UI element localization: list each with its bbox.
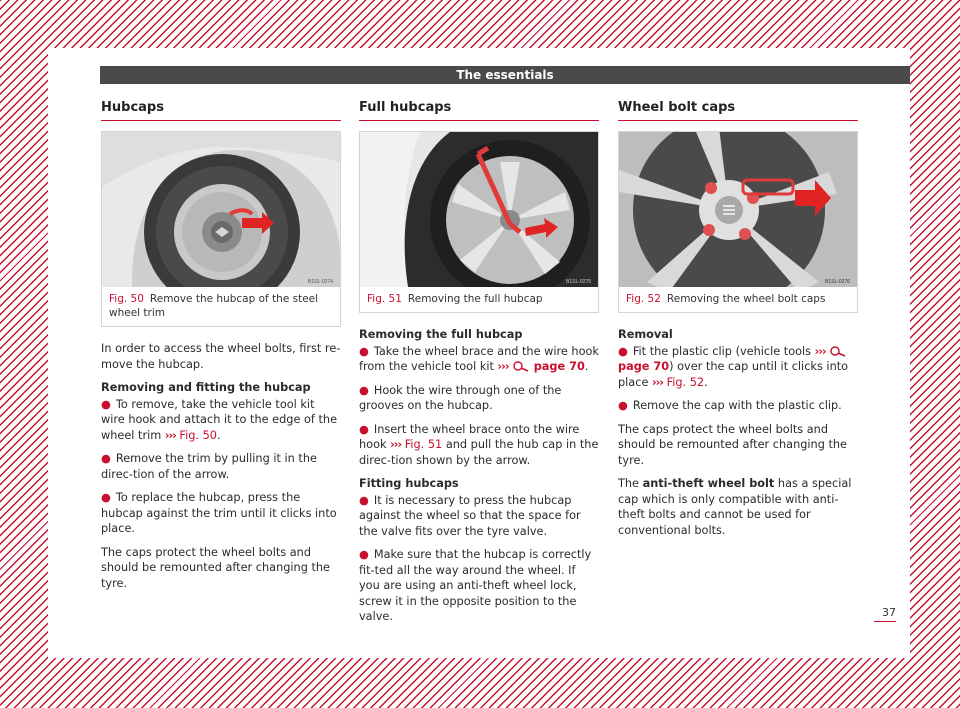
figure-code: B1SL-0275 <box>566 279 592 285</box>
figure-caption <box>360 287 598 312</box>
section-title: Hubcaps <box>101 98 341 121</box>
figure-number: Fig. 52 <box>626 293 661 305</box>
bullet-item: ● Fit the plastic clip (vehicle tools ››› page 70) over the cap until it clicks into place ››› Fig. 52. <box>618 344 849 389</box>
subheading: Removing the full hubcap <box>359 328 523 341</box>
bullet-item: ● Make sure that the hubcap is correctly fit-ted all the way around the wheel. If you are using an anti-theft wheel lock, screw it in the opposite position to the valve. <box>359 548 592 623</box>
figure-link[interactable]: Fig. 52 <box>666 375 705 389</box>
subheading: Removal <box>618 328 673 341</box>
figure-number: Fig. 50 <box>109 293 144 305</box>
full-hubcap-image <box>360 132 598 287</box>
figure-caption-text: Removing the full hubcap <box>407 293 543 305</box>
bullet-item: ● Remove the trim by pulling it in the direc-tion of the arrow. <box>101 452 317 481</box>
bullet-icon: ● <box>359 493 369 507</box>
figure-caption-text: Remove the hubcap of the steel wheel trim <box>109 293 319 319</box>
page-link[interactable]: page 70 <box>618 360 670 373</box>
hubcaps-text <box>101 341 341 591</box>
bullet-item: ● Take the wheel brace and the wire hook from the vehicle tool kit ››› page 70. <box>359 344 599 373</box>
section-title: Wheel bolt caps <box>618 98 858 121</box>
bullet-icon: ● <box>101 452 111 465</box>
full-hubcaps-text <box>359 327 599 625</box>
bullet-icon: ● <box>618 399 628 412</box>
outro-paragraph: The caps protect the wheel bolts and should be remounted after changing the tyre. <box>101 545 330 590</box>
paragraph: The caps protect the wheel bolts and should be remounted after changing the tyre. <box>618 422 847 467</box>
figure-52 <box>618 131 858 313</box>
tool-kit-icon <box>829 345 847 357</box>
bullet-icon: ● <box>101 397 111 411</box>
figure-caption <box>619 287 857 312</box>
cross-ref-arrow: ››› <box>390 438 402 451</box>
wheel-bolt-caps-image <box>619 132 857 287</box>
page-number: 37 <box>874 606 896 622</box>
cross-ref-arrow: ››› <box>814 344 826 358</box>
bullet-icon: ● <box>101 491 111 504</box>
bullet-item: ● Hook the wire through one of the grooves on the hubcap. <box>359 383 562 412</box>
column-hubcaps <box>101 98 341 599</box>
subheading: Removing and fitting the hubcap <box>101 381 311 394</box>
figure-link[interactable]: Fig. 50 <box>179 428 217 442</box>
page <box>48 48 910 658</box>
figure-caption <box>102 287 340 326</box>
bullet-item: ● Insert the wheel brace onto the wire hook ››› Fig. 51 and pull the hub cap in the direc-tion shown by the arrow. <box>359 422 599 467</box>
figure-caption-text: Removing the wheel bolt caps <box>666 293 826 305</box>
bullet-icon: ● <box>618 344 628 358</box>
figure-code: B1SL-0276 <box>825 279 851 285</box>
figure-number: Fig. 51 <box>367 293 402 305</box>
page-header: The essentials <box>100 66 910 84</box>
steel-wheel-image <box>102 132 340 287</box>
figure-link[interactable]: Fig. 51 <box>404 438 443 451</box>
cross-ref-arrow: ››› <box>497 360 509 373</box>
column-wheel-bolt-caps <box>618 98 858 546</box>
section-title: Full hubcaps <box>359 98 599 121</box>
figure-51 <box>359 131 599 313</box>
wheel-bolt-caps-text <box>618 327 858 538</box>
cross-ref-arrow: ››› <box>164 428 176 442</box>
bullet-icon: ● <box>359 344 369 358</box>
figure-50 <box>101 131 341 327</box>
bullet-item: ● To remove, take the vehicle tool kit wire hook and attach it to the edge of the wheel trim ››› Fig. 50. <box>101 397 338 442</box>
bold-term: anti-theft wheel bolt <box>642 477 775 490</box>
bullet-item: ● Remove the cap with the plastic clip. <box>618 399 842 412</box>
cross-ref-arrow: ››› <box>652 375 663 389</box>
paragraph: The anti-theft wheel bolt has a special cap which is only compatible with anti-theft bolts and cannot be used for conventional bolts. <box>618 477 852 537</box>
tool-kit-icon <box>512 360 530 372</box>
bullet-item: ● To replace the hubcap, press the hubcap against the trim until it clicks into place. <box>101 491 337 535</box>
bullet-item: ● It is necessary to press the hubcap against the wheel so that the space for the valve fits over the tyre valve. <box>359 493 581 538</box>
subheading: Fitting hubcaps <box>359 477 459 490</box>
bullet-icon: ● <box>359 383 369 397</box>
column-full-hubcaps <box>359 98 599 633</box>
intro-paragraph: In order to access the wheel bolts, first re-move the hubcap. <box>101 342 341 371</box>
page-link[interactable]: page 70 <box>533 360 585 373</box>
bullet-icon: ● <box>359 548 369 561</box>
bullet-icon: ● <box>359 422 369 436</box>
figure-code: B1SL-0274 <box>308 279 334 285</box>
